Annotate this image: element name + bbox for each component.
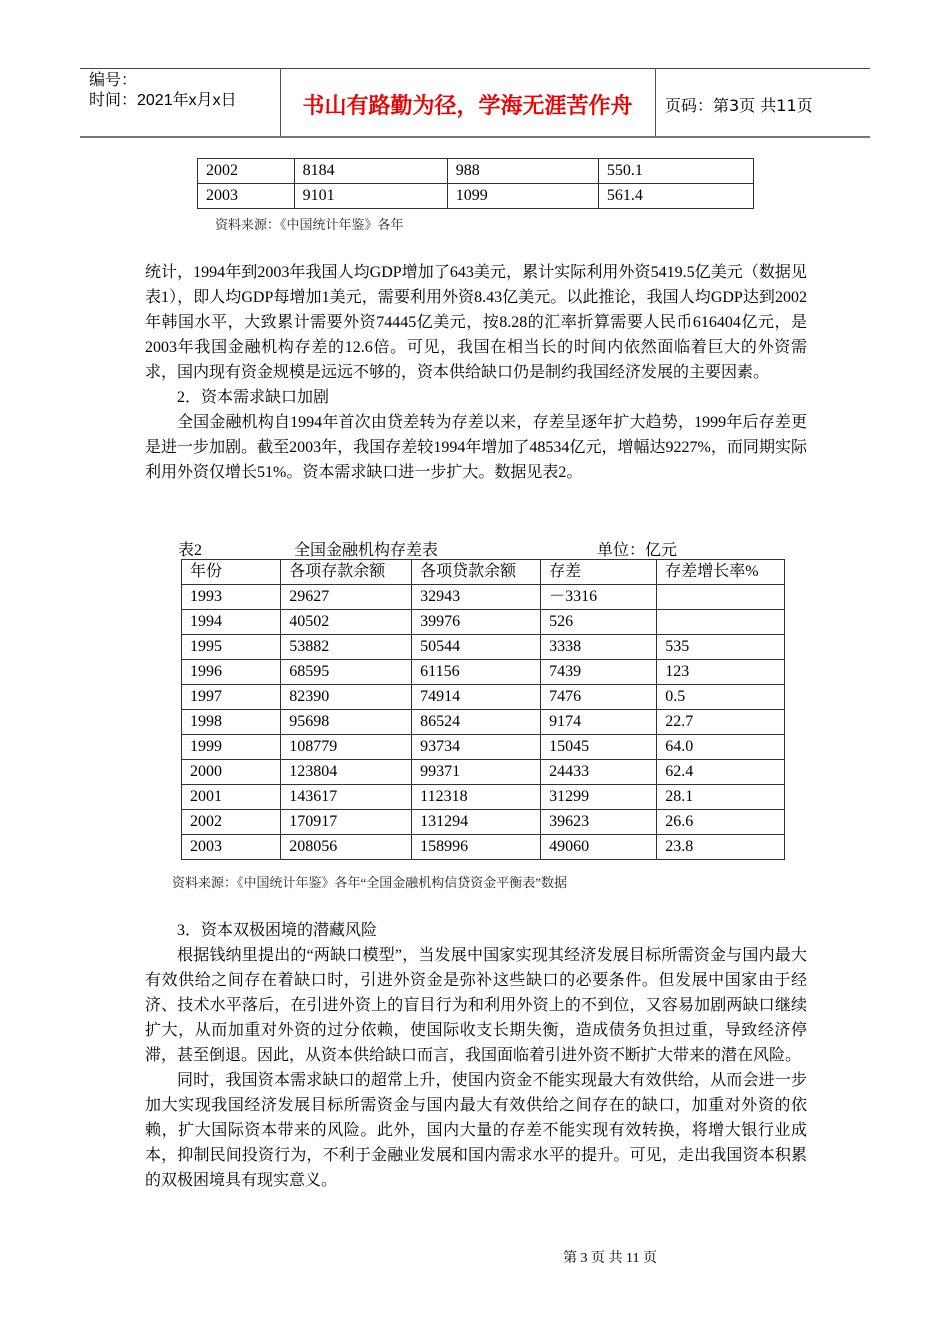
doc-number-label: 编号： bbox=[89, 72, 138, 89]
table-cell: 123804 bbox=[281, 760, 412, 785]
table-cell: 526 bbox=[541, 610, 657, 635]
table-2-unit: 单位：亿元 bbox=[597, 542, 678, 559]
table-cell: 年份 bbox=[182, 560, 281, 585]
table-cell: 39623 bbox=[541, 810, 657, 835]
table-row bbox=[182, 660, 785, 685]
table-cell: 62.4 bbox=[657, 760, 785, 785]
table-cell: 1998 bbox=[182, 710, 281, 735]
table-cell bbox=[657, 585, 785, 610]
table-cell bbox=[657, 610, 785, 635]
table-cell: 7439 bbox=[541, 660, 657, 685]
table-cell: 23.8 bbox=[657, 835, 785, 860]
table-2 bbox=[181, 559, 785, 860]
paragraph: 统计，1994年到2003年我国人均GDP增加了643美元，累计实际利用外资5419.5亿美元（数据见表1），即人均GDP每增加1美元，需要利用外资8.43亿美元。以此推论，我国人均GDP达到2002年韩国水平，大致累计需要外资74445亿美元，按8.28的汇率折算需要人民币616404亿元，是2003年我国金融机构存差的12.6倍。可见，我国在相当长的时间内依然面临着巨大的外资需求，国内现有资金规模是远远不够的，资本供给缺口仍是制约我国经济发展的主要因素。 bbox=[145, 264, 807, 381]
table-row bbox=[182, 785, 785, 810]
table-cell: 各项贷款余额 bbox=[412, 560, 541, 585]
paragraph: 根据钱纳里提出的“两缺口模型”，当发展中国家实现其经济发展目标所需资金与国内最大有效供给之间存在着缺口时，引进外资金是弥补这些缺口的必要条件。但发展中国家由于经济、技术水平落后，在引进外资上的盲目行为和利用外资上的不到位，又容易加剧两缺口继续扩大，从而加重对外资的过分依赖，使国际收支长期失衡，造成债务负担过重，导致经济停滞，甚至倒退。因此，从资本供给缺口而言，我国面临着引进外资不断扩大带来的潜在风险。 bbox=[145, 947, 807, 1064]
table-cell: 2002 bbox=[182, 810, 281, 835]
table-cell: 1996 bbox=[182, 660, 281, 685]
table-cell: 15045 bbox=[541, 735, 657, 760]
table-cell: 93734 bbox=[412, 735, 541, 760]
table-cell: 535 bbox=[657, 635, 785, 660]
table-cell: 108779 bbox=[281, 735, 412, 760]
table-cell: 561.4 bbox=[598, 184, 753, 209]
table-cell: 24433 bbox=[541, 760, 657, 785]
table-cell: 22.7 bbox=[657, 710, 785, 735]
table-cell: 50544 bbox=[412, 635, 541, 660]
section-heading-2: 2．资本需求缺口加剧 bbox=[177, 389, 330, 406]
table-cell: 86524 bbox=[412, 710, 541, 735]
divider bbox=[655, 69, 656, 136]
table-cell: 74914 bbox=[412, 685, 541, 710]
table-cell: 2000 bbox=[182, 760, 281, 785]
table-2-source: 资料来源：《中国统计年鉴》各年“全国金融机构信贷资金平衡表”数据 bbox=[172, 875, 568, 890]
section-heading-3: 3．资本双极困境的潜藏风险 bbox=[177, 922, 378, 939]
page-footer: 第 3 页 共 11 页 bbox=[563, 1251, 657, 1266]
doc-date: 时间：2021年x月x日 bbox=[89, 92, 237, 109]
table-cell: 123 bbox=[657, 660, 785, 685]
table-cell: 158996 bbox=[412, 835, 541, 860]
table-cell: 550.1 bbox=[598, 159, 753, 184]
table-cell: 1993 bbox=[182, 585, 281, 610]
table-1-continued bbox=[197, 158, 754, 209]
table-cell: 26.6 bbox=[657, 810, 785, 835]
table-row bbox=[182, 635, 785, 660]
table-cell: 208056 bbox=[281, 835, 412, 860]
table-cell: 99371 bbox=[412, 760, 541, 785]
table-row bbox=[198, 159, 754, 184]
table-cell: 2001 bbox=[182, 785, 281, 810]
table-cell: 82390 bbox=[281, 685, 412, 710]
table-cell: 988 bbox=[447, 159, 598, 184]
paragraph: 同时，我国资本需求缺口的超常上升，使国内资金不能实现最大有效供给，从而会进一步加大实现我国经济发展目标所需资金与国内最大有效供给之间存在的缺口，加重对外资的依赖，扩大国际资本带来的风险。此外，国内大量的存差不能实现有效转换，将增大银行业成本，抑制民间投资行为，不利于金融业发展和国内需求水平的提升。可见，走出我国资本积累的双极困境具有现实意义。 bbox=[145, 1072, 807, 1189]
table-cell: 存差增长率% bbox=[657, 560, 785, 585]
table-cell: 95698 bbox=[281, 710, 412, 735]
table-row bbox=[182, 710, 785, 735]
table-cell: 53882 bbox=[281, 635, 412, 660]
table-cell: 61156 bbox=[412, 660, 541, 685]
table-cell: 32943 bbox=[412, 585, 541, 610]
table-cell: 9101 bbox=[294, 184, 447, 209]
table-cell: 49060 bbox=[541, 835, 657, 860]
table-cell: 各项存款余额 bbox=[281, 560, 412, 585]
paragraph: 全国金融机构自1994年首次由贷差转为存差以来，存差呈逐年扩大趋势，1999年后存差更是进一步加剧。截至2003年，我国存差较1994年增加了48534亿元，增幅达9227%，而同期实际利用外资仅增长51%。资本需求缺口进一步扩大。数据见表2。 bbox=[145, 414, 807, 481]
table-cell: 1099 bbox=[447, 184, 598, 209]
table-row bbox=[182, 760, 785, 785]
table-row bbox=[182, 610, 785, 635]
page-header bbox=[80, 68, 870, 138]
table-cell: 40502 bbox=[281, 610, 412, 635]
table-cell: 170917 bbox=[281, 810, 412, 835]
table-cell: 112318 bbox=[412, 785, 541, 810]
table-cell: 2003 bbox=[182, 835, 281, 860]
table-cell: 68595 bbox=[281, 660, 412, 685]
body-text-1 bbox=[145, 260, 807, 485]
table-cell: －3316 bbox=[541, 585, 657, 610]
header-row bbox=[182, 560, 785, 585]
table-cell: 1994 bbox=[182, 610, 281, 635]
table-cell: 31299 bbox=[541, 785, 657, 810]
table-cell: 9174 bbox=[541, 710, 657, 735]
table-2-label: 表2 bbox=[178, 542, 203, 559]
table-cell: 1999 bbox=[182, 735, 281, 760]
table-row bbox=[182, 585, 785, 610]
table-cell: 143617 bbox=[281, 785, 412, 810]
table-row bbox=[182, 735, 785, 760]
table-1-source: 资料来源：《中国统计年鉴》各年 bbox=[215, 217, 404, 232]
table-cell: 8184 bbox=[294, 159, 447, 184]
table-cell: 3338 bbox=[541, 635, 657, 660]
table-cell: 1997 bbox=[182, 685, 281, 710]
table-cell: 131294 bbox=[412, 810, 541, 835]
table-2-title: 全国金融机构存差表 bbox=[294, 542, 439, 559]
table-cell: 1995 bbox=[182, 635, 281, 660]
table-cell: 29627 bbox=[281, 585, 412, 610]
table-cell: 存差 bbox=[541, 560, 657, 585]
body-text-2 bbox=[145, 918, 807, 1193]
table-cell: 2002 bbox=[198, 159, 295, 184]
table-cell: 64.0 bbox=[657, 735, 785, 760]
table-cell: 7476 bbox=[541, 685, 657, 710]
table-cell: 39976 bbox=[412, 610, 541, 635]
table-row bbox=[182, 810, 785, 835]
table-cell: 2003 bbox=[198, 184, 295, 209]
header-motto: 书山有路勤为径，学海无涯苦作舟 bbox=[302, 94, 633, 119]
table-row bbox=[198, 184, 754, 209]
table-cell: 28.1 bbox=[657, 785, 785, 810]
table-row bbox=[182, 835, 785, 860]
page-indicator: 页码：第3页 共11页 bbox=[665, 96, 813, 115]
table-row bbox=[182, 685, 785, 710]
table-cell: 0.5 bbox=[657, 685, 785, 710]
